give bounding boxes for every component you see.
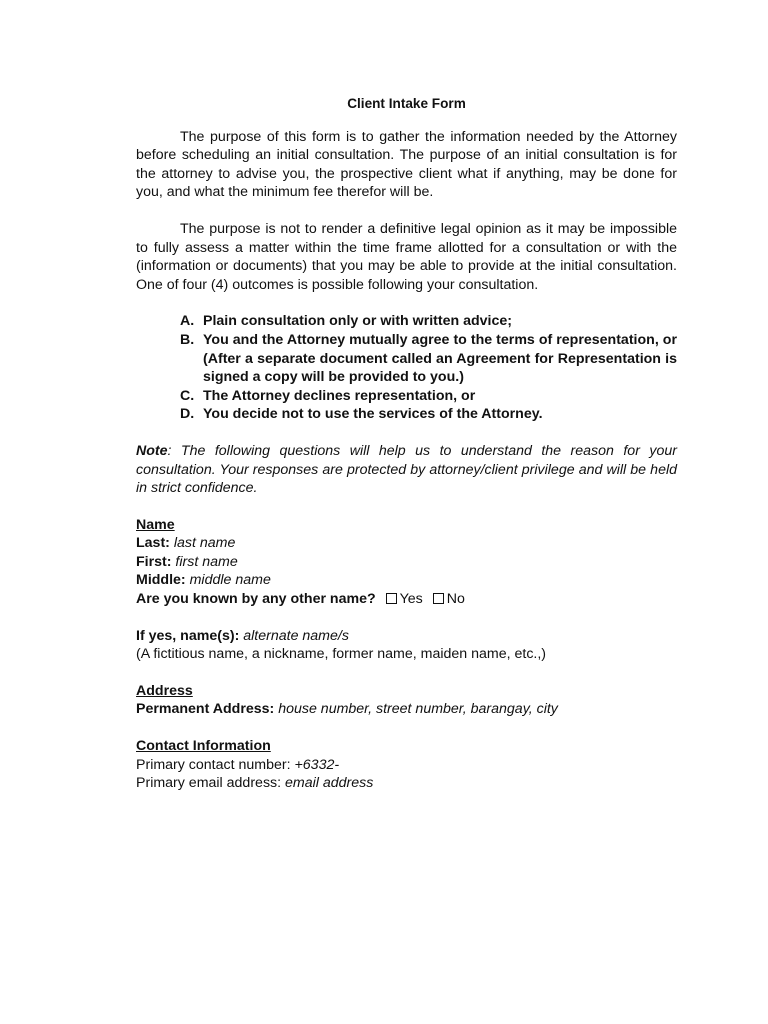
list-item-text: Plain consultation only or with written advice; — [203, 313, 513, 330]
form-title: Client Intake Form — [347, 96, 466, 111]
email-row — [136, 774, 677, 793]
contact-heading: Contact Information — [136, 738, 271, 755]
first-name-label: First: — [136, 553, 172, 570]
list-item — [136, 405, 677, 424]
yes-label: Yes — [399, 591, 423, 608]
list-marker: C. — [180, 387, 195, 404]
other-name-question: Are you known by any other name? — [136, 591, 376, 608]
middle-name-label: Middle: — [136, 572, 186, 589]
no-label: No — [446, 591, 465, 608]
spacer — [136, 609, 677, 627]
other-name-row — [136, 590, 677, 609]
list-marker: A. — [180, 313, 195, 330]
middle-name-field[interactable]: middle name — [189, 572, 271, 589]
address-section — [136, 682, 677, 719]
alternate-name-field[interactable]: alternate name/s — [243, 627, 349, 644]
purpose-paragraph: The purpose of this form is to gather the information needed by the Attorney before scheduling an initial consultation. The purpose of an initial consultation is for the attorney to advise you, the prospective client what if anything, may be done for you, and what the minimum fee therefor will be. — [136, 128, 677, 201]
list-marker: D. — [180, 406, 195, 423]
permanent-address-row — [136, 700, 677, 719]
list-item — [136, 312, 677, 331]
phone-field[interactable]: +6332- — [294, 756, 340, 773]
alternate-name-examples: (A fictitious name, a nickname, former name, maiden name, etc.,) — [136, 646, 547, 663]
note-text: : The following questions will help us to understand the reason for your consultation. Your responses are protected by attorney/client privilege and will be held in strict confidence. — [136, 442, 677, 497]
yes-checkbox[interactable] — [386, 593, 397, 604]
list-item — [136, 331, 677, 387]
first-name-field[interactable]: first name — [175, 553, 238, 570]
list-item-text: The Attorney declines representation, or — [203, 387, 476, 404]
permanent-address-label: Permanent Address: — [136, 701, 275, 718]
middle-name-row — [136, 571, 677, 590]
last-name-field[interactable]: last name — [173, 535, 236, 552]
outcomes-list — [136, 312, 677, 424]
no-checkbox[interactable] — [433, 593, 444, 604]
contact-section — [136, 737, 677, 793]
phone-label: Primary contact number: — [136, 756, 291, 773]
list-item-text: You and the Attorney mutually agree to the terms of representation, or (After a separate document called an Agreement for Representation is signed a copy will be provided to you.) — [203, 331, 677, 386]
list-item — [136, 387, 677, 406]
phone-row — [136, 756, 677, 775]
first-name-row — [136, 553, 677, 572]
address-heading: Address — [136, 682, 193, 699]
list-item-text: You decide not to use the services of the Attorney. — [203, 406, 543, 423]
permanent-address-field[interactable]: house number, street number, barangay, city — [278, 701, 558, 718]
name-heading: Name — [136, 516, 175, 533]
email-field[interactable]: email address — [285, 775, 374, 792]
email-label: Primary email address: — [136, 775, 282, 792]
alternate-name-row — [136, 627, 677, 646]
confidentiality-note — [136, 442, 677, 498]
last-name-row — [136, 534, 677, 553]
note-label: Note — [136, 442, 168, 459]
last-name-label: Last: — [136, 535, 170, 552]
disclaimer-paragraph: The purpose is not to render a definitive legal opinion as it may be impossible to fully assess a matter within the time frame allotted for a consultation or with the (information or documents) that you may be able to provide at the initial consultation. One of four (4) outcomes is possible following your consultation. — [136, 220, 677, 293]
alternate-name-label: If yes, name(s): — [136, 627, 240, 644]
form-content — [136, 95, 677, 811]
name-section — [136, 516, 677, 664]
list-marker: B. — [180, 331, 195, 348]
